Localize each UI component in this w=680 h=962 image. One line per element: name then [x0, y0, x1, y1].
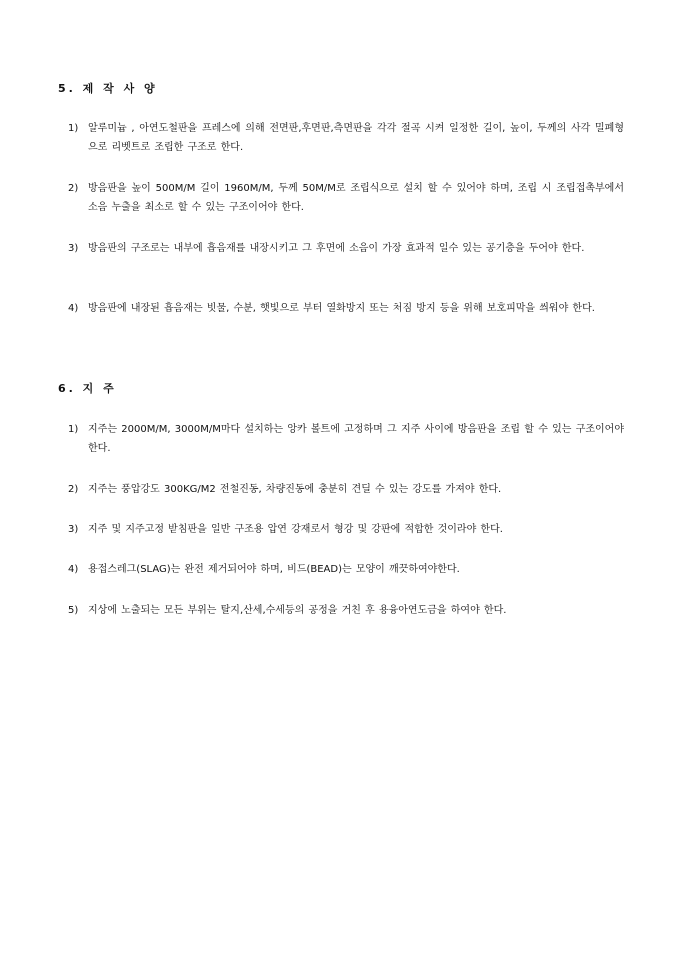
- section-title-pillars: 6. 지 주: [58, 382, 117, 395]
- spec-item-4: [68, 299, 624, 318]
- spec-item-1: [68, 119, 624, 157]
- item-number: 4): [68, 303, 79, 314]
- item-number: 2): [68, 484, 79, 495]
- spec-item-2: [68, 179, 624, 217]
- item-text: 방음판을 높이 500M/M 길이 1960M/M, 두께 50M/M로 조립식으로 설치 할 수 있어야 하며, 조립 시 조립접촉부에서 소음 누출을 최소로 할 수 있는 구조이어야 한다.: [88, 183, 624, 213]
- pillar-item-3: [68, 520, 624, 539]
- item-text: 지주는 풍압강도 300KG/M2 전철진동, 차량진동에 충분히 견딜 수 있는 강도를 가져야 한다.: [88, 484, 502, 495]
- item-number: 1): [68, 424, 79, 435]
- item-number: 3): [68, 243, 79, 254]
- item-number: 4): [68, 564, 79, 575]
- item-text: 방음판에 내장된 흡음재는 빗물, 수분, 햇빛으로 부터 열화방지 또는 처짐 방지 등을 위해 보호피막을 씌워야 한다.: [88, 303, 595, 314]
- item-text: 지상에 노출되는 모든 부위는 탈지,산세,수세등의 공정을 거친 후 용융아연도금을 하여야 한다.: [88, 605, 507, 616]
- item-text: 알루미늄 , 아연도철판을 프레스에 의해 전면판,후면판,측면판을 각각 절곡 시켜 일정한 길이, 높이, 두께의 사각 밀폐형으로 리벳트로 조립한 구조로 한다.: [88, 123, 624, 153]
- item-number: 1): [68, 123, 79, 134]
- item-text: 지주는 2000M/M, 3000M/M마다 설치하는 앙카 볼트에 고정하며 그 지주 사이에 방음판을 조립 할 수 있는 구조이어야 한다.: [88, 424, 624, 454]
- item-text: 용접스레그(SLAG)는 완전 제거되어야 하며, 비드(BEAD)는 모양이 깨끗하여야한다.: [88, 564, 460, 575]
- item-number: 3): [68, 524, 79, 535]
- item-text: 지주 및 지주고정 받침판을 일반 구조용 압연 강재로서 형강 및 강판에 적합한 것이라야 한다.: [88, 524, 503, 535]
- item-number: 5): [68, 605, 79, 616]
- item-text: 방음판의 구조로는 내부에 흡음재를 내장시키고 그 후면에 소음이 가장 효과적 일수 있는 공기층을 두어야 한다.: [88, 243, 585, 254]
- pillar-item-1: [68, 420, 624, 458]
- section-title-specifications: 5. 제 작 사 양: [58, 82, 158, 95]
- spec-item-3: [68, 239, 624, 258]
- pillar-item-5: [68, 601, 624, 620]
- pillar-item-2: [68, 480, 624, 499]
- pillar-item-4: [68, 560, 624, 579]
- item-number: 2): [68, 183, 79, 194]
